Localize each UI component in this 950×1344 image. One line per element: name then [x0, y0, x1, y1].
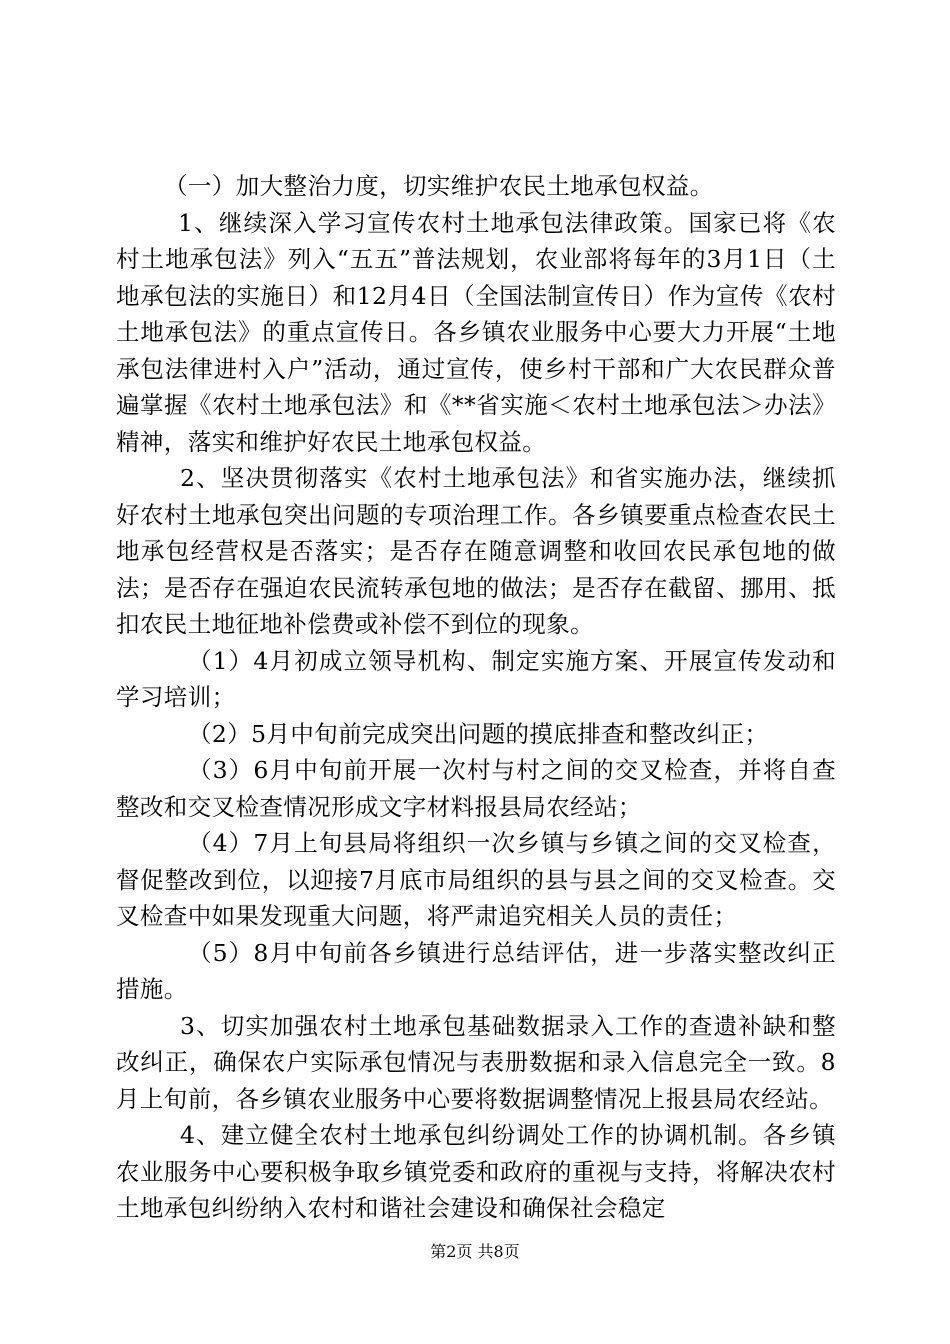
paragraph-item-4: 4、建立健全农村土地承包纠纷调处工作的协调机制。各乡镇农业服务中心要积极争取乡镇党委和政府的重视与支持，将解决农村土地承包纠纷纳入农村和谐社会建设和确保社会稳定 — [116, 1121, 836, 1222]
section-heading: （一）加大整治力度，切实维护农民土地承包权益。 — [164, 172, 714, 200]
sub-item-2: （2）5月中旬前完成突出问题的摸底排查和整改纠正； — [188, 719, 769, 748]
paragraph-item-1: 1、继续深入学习宣传农村土地承包法律政策。国家已将《农村土地承包法》列入“五五”普法规划，农业部将每年的3月1日（土地承包法的实施日）和12月4日（全国法制宣传日）作为宣传《农村土地承包法》的重点宣传日。各乡镇农业服务中心要大力开展“土地承包法律进村入户”活动，通过宣传，使乡村干部和广大农民群众普遍掌握《农村土地承包法》和《**省实施＜农村土地承包法＞办法》精神，落实和维护好农民土地承包权益。 — [116, 208, 836, 456]
sub-item-1: （1）4月初成立领导机构、制定实施方案、开展宣传发动和学习培训； — [116, 646, 836, 711]
document-body — [116, 168, 836, 1227]
paragraph-item-3: 3、切实加强农村土地承包基础数据录入工作的查遗补缺和整改纠正，确保农户实际承包情况与表册数据和录入信息完全一致。8月上旬前，各乡镇农业服务中心要将数据调整情况上报县局农经站。 — [116, 1011, 836, 1113]
page-number-footer: 第2页 共8页 — [430, 1242, 520, 1261]
sub-item-5: （5）8月中旬前各乡镇进行总结评估，进一步落实整改纠正措施。 — [116, 938, 836, 1003]
sub-item-4: （4）7月上旬县局将组织一次乡镇与乡镇之间的交叉检查，督促整改到位，以迎接7月底市局组织的县与县之间的交叉检查。交叉检查中如果发现重大问题，将严肃追究相关人员的责任； — [116, 829, 836, 930]
paragraph-item-2: 2、坚决贯彻落实《农村土地承包法》和省实施办法，继续抓好农村土地承包突出问题的专项治理工作。各乡镇要重点检查农民土地承包经营权是否落实；是否存在随意调整和收回农民承包地的做法；是否存在强迫农民流转承包地的做法；是否存在截留、挪用、抵扣农民土地征地补偿费或补偿不到位的现象。 — [116, 464, 836, 638]
sub-item-3: （3）6月中旬前开展一次村与村之间的交叉检查，并将自查整改和交叉检查情况形成文字材料报县局农经站； — [116, 756, 836, 821]
